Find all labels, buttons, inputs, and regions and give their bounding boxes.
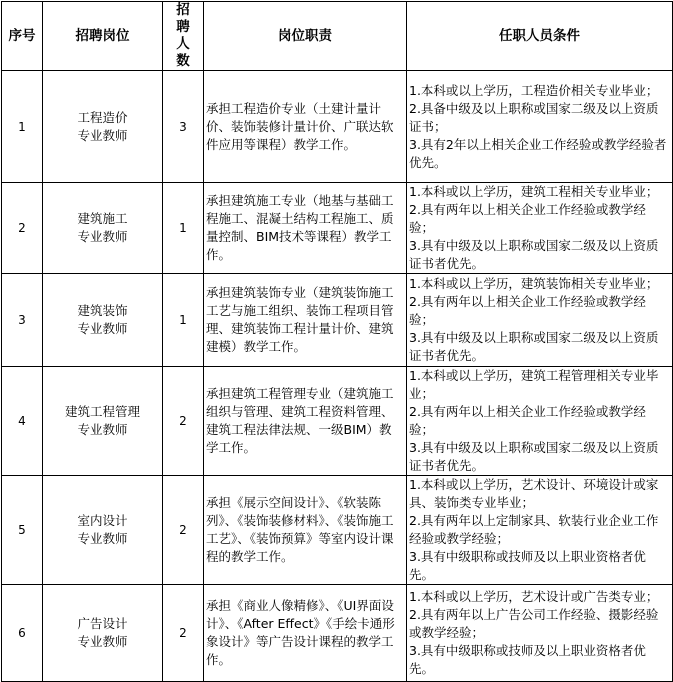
- row-duty: 承担《展示空间设计》、《软装陈列》、《装饰装修材料》、《装饰施工工艺》、《装饰预算》等室内设计课程的教学工作。: [204, 476, 407, 585]
- table-row: [2, 274, 673, 367]
- row-seq: 5: [2, 476, 43, 585]
- header-position: 招聘岗位: [43, 2, 163, 71]
- row-requirements: [407, 183, 673, 274]
- requirement-item: 2.具备中级及以上职称或国家二级及以上资质证书；: [409, 100, 659, 134]
- requirement-item: 1.本科或以上学历，建筑工程管理相关专业毕业；: [409, 368, 659, 401]
- row-seq: 6: [2, 585, 43, 682]
- row-duty: 承担建筑施工专业（地基与基础工程施工、混凝土结构工程施工、质量控制、BIM技术等课程）教学工作。: [204, 183, 407, 274]
- requirement-item: 3.具有中级及以上职称或国家二级及以上资质证书者优先。: [409, 238, 659, 271]
- row-position: 室内设计专业教师: [43, 476, 163, 585]
- row-seq: 3: [2, 274, 43, 367]
- requirement-item: 3.具有中级及以上职称或国家二级及以上资质证书者优先。: [409, 330, 659, 363]
- row-count: 2: [163, 367, 204, 476]
- row-count: 1: [163, 274, 204, 367]
- requirement-item: 2.具有两年以上相关企业工作经验或教学经验；: [409, 202, 646, 235]
- row-requirements: [407, 476, 673, 585]
- requirement-item: 2.具有两年以上相关企业工作经验或教学经验；: [409, 404, 646, 437]
- requirement-item: 2.具有两年以上定制家具、软装行业企业工作经验或教学经验；: [409, 513, 659, 546]
- recruitment-table: [1, 1, 673, 682]
- row-count: 1: [163, 183, 204, 274]
- row-requirements: [407, 367, 673, 476]
- row-count: 3: [163, 71, 204, 183]
- row-seq: 1: [2, 71, 43, 183]
- header-requirements: 任职人员条件: [407, 2, 673, 71]
- row-seq: 2: [2, 183, 43, 274]
- requirement-item: 1.本科或以上学历，建筑装饰相关专业毕业；: [409, 276, 659, 291]
- row-duty: 承担建筑工程管理专业（建筑施工组织与管理、建筑工程资料管理、建筑工程法律法规、一级BIM）教学工作。: [204, 367, 407, 476]
- header-seq: 序号: [2, 2, 43, 71]
- requirement-item: 3.具有中级职称或技师及以上职业资格者优先。: [409, 549, 646, 582]
- row-position: 工程造价专业教师: [43, 71, 163, 183]
- requirement-item: 2.具有两年以上广告公司工作经验、摄影经验或教学经验；: [409, 607, 659, 640]
- row-position: 建筑装饰专业教师: [43, 274, 163, 367]
- requirement-item: 3.具有中级及以上职称或国家二级及以上资质证书者优先。: [409, 440, 659, 473]
- row-requirements: [407, 274, 673, 367]
- row-requirements: [407, 71, 673, 183]
- requirement-item: 1.本科或以上学历，艺术设计或广告类专业；: [409, 589, 659, 604]
- table-row: [2, 367, 673, 476]
- row-duty: 承担《商业人像精修》、《UI界面设计》、《After Effect》《手绘卡通形象设计》等广告设计课程的教学工作。: [204, 585, 407, 682]
- row-duty: 承担工程造价专业（土建计量计价、装饰装修计量计价、广联达软件应用等课程）教学工作。: [204, 71, 407, 183]
- row-position: 广告设计专业教师: [43, 585, 163, 682]
- header-row: [2, 2, 673, 71]
- requirement-item: 1.本科或以上学历，艺术设计、环境设计或家具、装饰类专业毕业；: [409, 477, 659, 510]
- table-row: [2, 71, 673, 183]
- requirement-item: 2.具有两年以上相关企业工作经验或教学经验；: [409, 294, 646, 327]
- row-count: 2: [163, 585, 204, 682]
- row-seq: 4: [2, 367, 43, 476]
- header-count: 招聘人数: [163, 2, 204, 71]
- table-row: [2, 183, 673, 274]
- table-row: [2, 585, 673, 682]
- row-position: 建筑施工专业教师: [43, 183, 163, 274]
- row-duty: 承担建筑装饰专业（建筑装饰施工工艺与施工组织、装饰工程项目管理、建筑装饰工程计量计价、建筑建模）教学工作。: [204, 274, 407, 367]
- row-count: 2: [163, 476, 204, 585]
- header-duty: 岗位职责: [204, 2, 407, 71]
- requirement-item: 3.具有2年以上相关企业工作经验或教学经验者优先。: [409, 136, 667, 170]
- row-position: 建筑工程管理专业教师: [43, 367, 163, 476]
- row-requirements: [407, 585, 673, 682]
- requirement-item: 1.本科或以上学历，工程造价相关专业毕业；: [409, 82, 659, 98]
- table-row: [2, 476, 673, 585]
- requirement-item: 3.具有中级职称或技师及以上职业资格者优先。: [409, 643, 646, 676]
- requirement-item: 1.本科或以上学历，建筑工程相关专业毕业；: [409, 184, 659, 199]
